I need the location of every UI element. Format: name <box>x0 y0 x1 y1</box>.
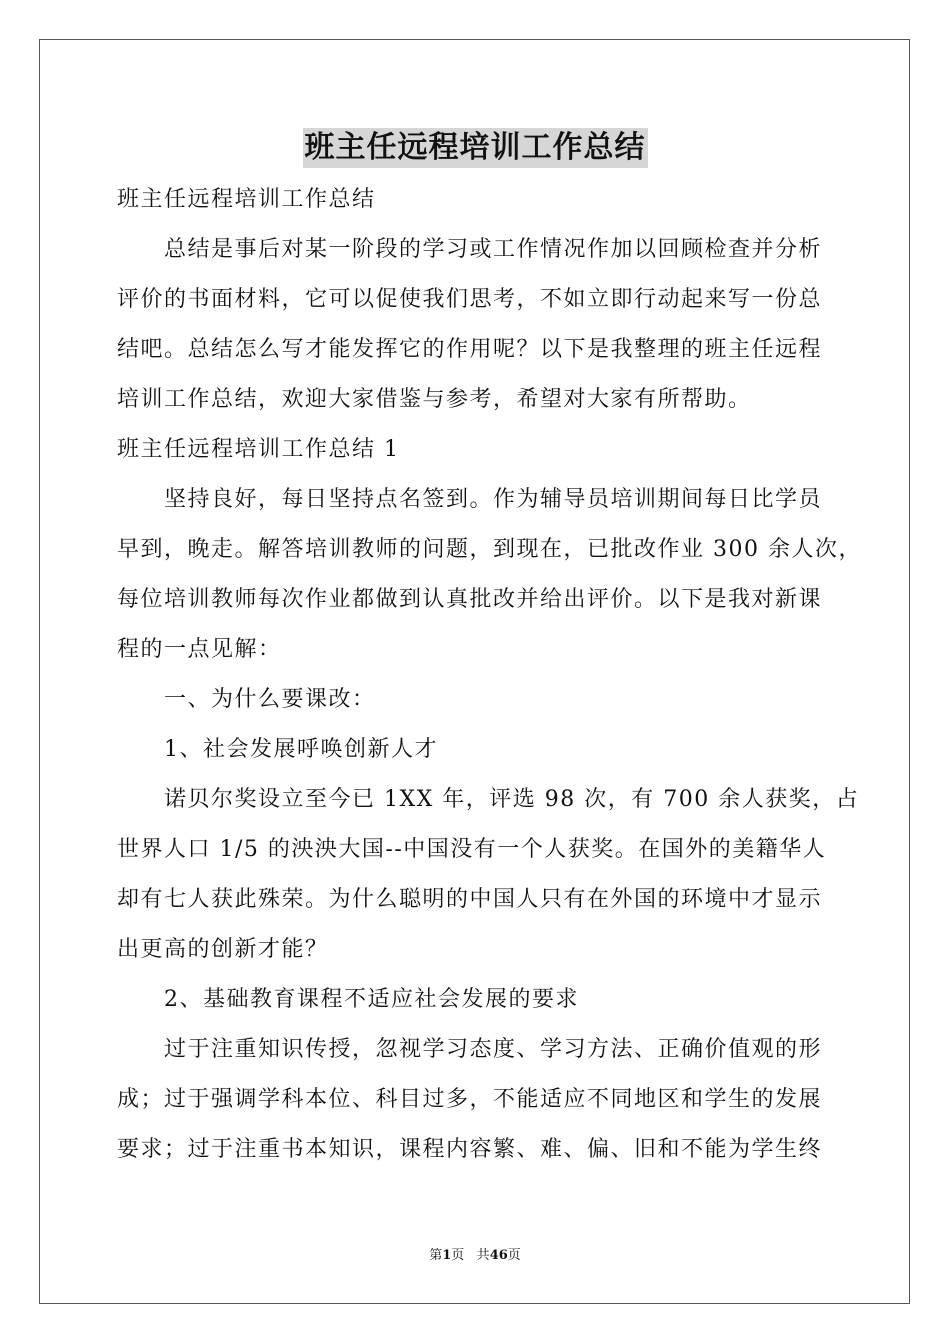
text-line: 培训工作总结，欢迎大家借鉴与参考，希望对大家有所帮助。 <box>117 387 752 412</box>
text-line: 2、基础教育课程不适应社会发展的要求 <box>164 987 579 1012</box>
document-body <box>117 175 862 1175</box>
text-line: 每位培训教师每次作业都做到认真批改并给出评价。以下是我对新课 <box>117 587 823 612</box>
text-line: 1、社会发展呼唤创新人才 <box>164 737 438 762</box>
text-line: 成；过于强调学科本位、科目过多，不能适应不同地区和学生的发展 <box>117 1087 823 1112</box>
text-line: 出更高的创新才能？ <box>117 937 329 962</box>
text-line: 程的一点见解： <box>117 637 282 662</box>
page-suffix: 页 <box>451 1248 465 1263</box>
text-line: 早到，晚走。解答培训教师的问题，到现在，已批改作业 300 余人次， <box>117 537 862 562</box>
page-number: 1 <box>442 1248 452 1263</box>
title-wrap <box>0 128 950 168</box>
text-line: 世界人口 1/5 的泱泱大国--中国没有一个人获奖。在国外的美籍华人 <box>117 837 827 862</box>
page-prefix: 第 <box>429 1248 443 1263</box>
text-line: 评价的书面材料，它可以促使我们思考，不如立即行动起来写一份总 <box>117 287 823 312</box>
text-line: 班主任远程培训工作总结 <box>117 187 376 212</box>
text-line: 诺贝尔奖设立至今已 1XX 年，评选 98 次，有 700 余人获奖，占 <box>164 787 860 812</box>
text-line: 坚持良好，每日坚持点名签到。作为辅导员培训期间每日比学员 <box>164 487 823 512</box>
document-title: 班主任远程培训工作总结 <box>303 128 648 168</box>
text-line: 结吧。总结怎么写才能发挥它的作用呢？以下是我整理的班主任远程 <box>117 337 823 362</box>
text-line: 过于注重知识传授，忽视学习态度、学习方法、正确价值观的形 <box>164 1037 823 1062</box>
total-pages: 46 <box>489 1248 508 1263</box>
total-suffix: 页 <box>507 1248 521 1263</box>
text-line: 一、为什么要课改： <box>164 687 376 712</box>
page-footer <box>0 1246 950 1266</box>
text-line: 总结是事后对某一阶段的学习或工作情况作加以回顾检查并分析 <box>164 237 823 262</box>
total-prefix: 共 <box>476 1248 490 1263</box>
text-line: 班主任远程培训工作总结 1 <box>117 437 400 462</box>
text-line: 要求；过于注重书本知识，课程内容繁、难、偏、旧和不能为学生终 <box>117 1137 823 1162</box>
text-line: 却有七人获此殊荣。为什么聪明的中国人只有在外国的环境中才显示 <box>117 887 823 912</box>
